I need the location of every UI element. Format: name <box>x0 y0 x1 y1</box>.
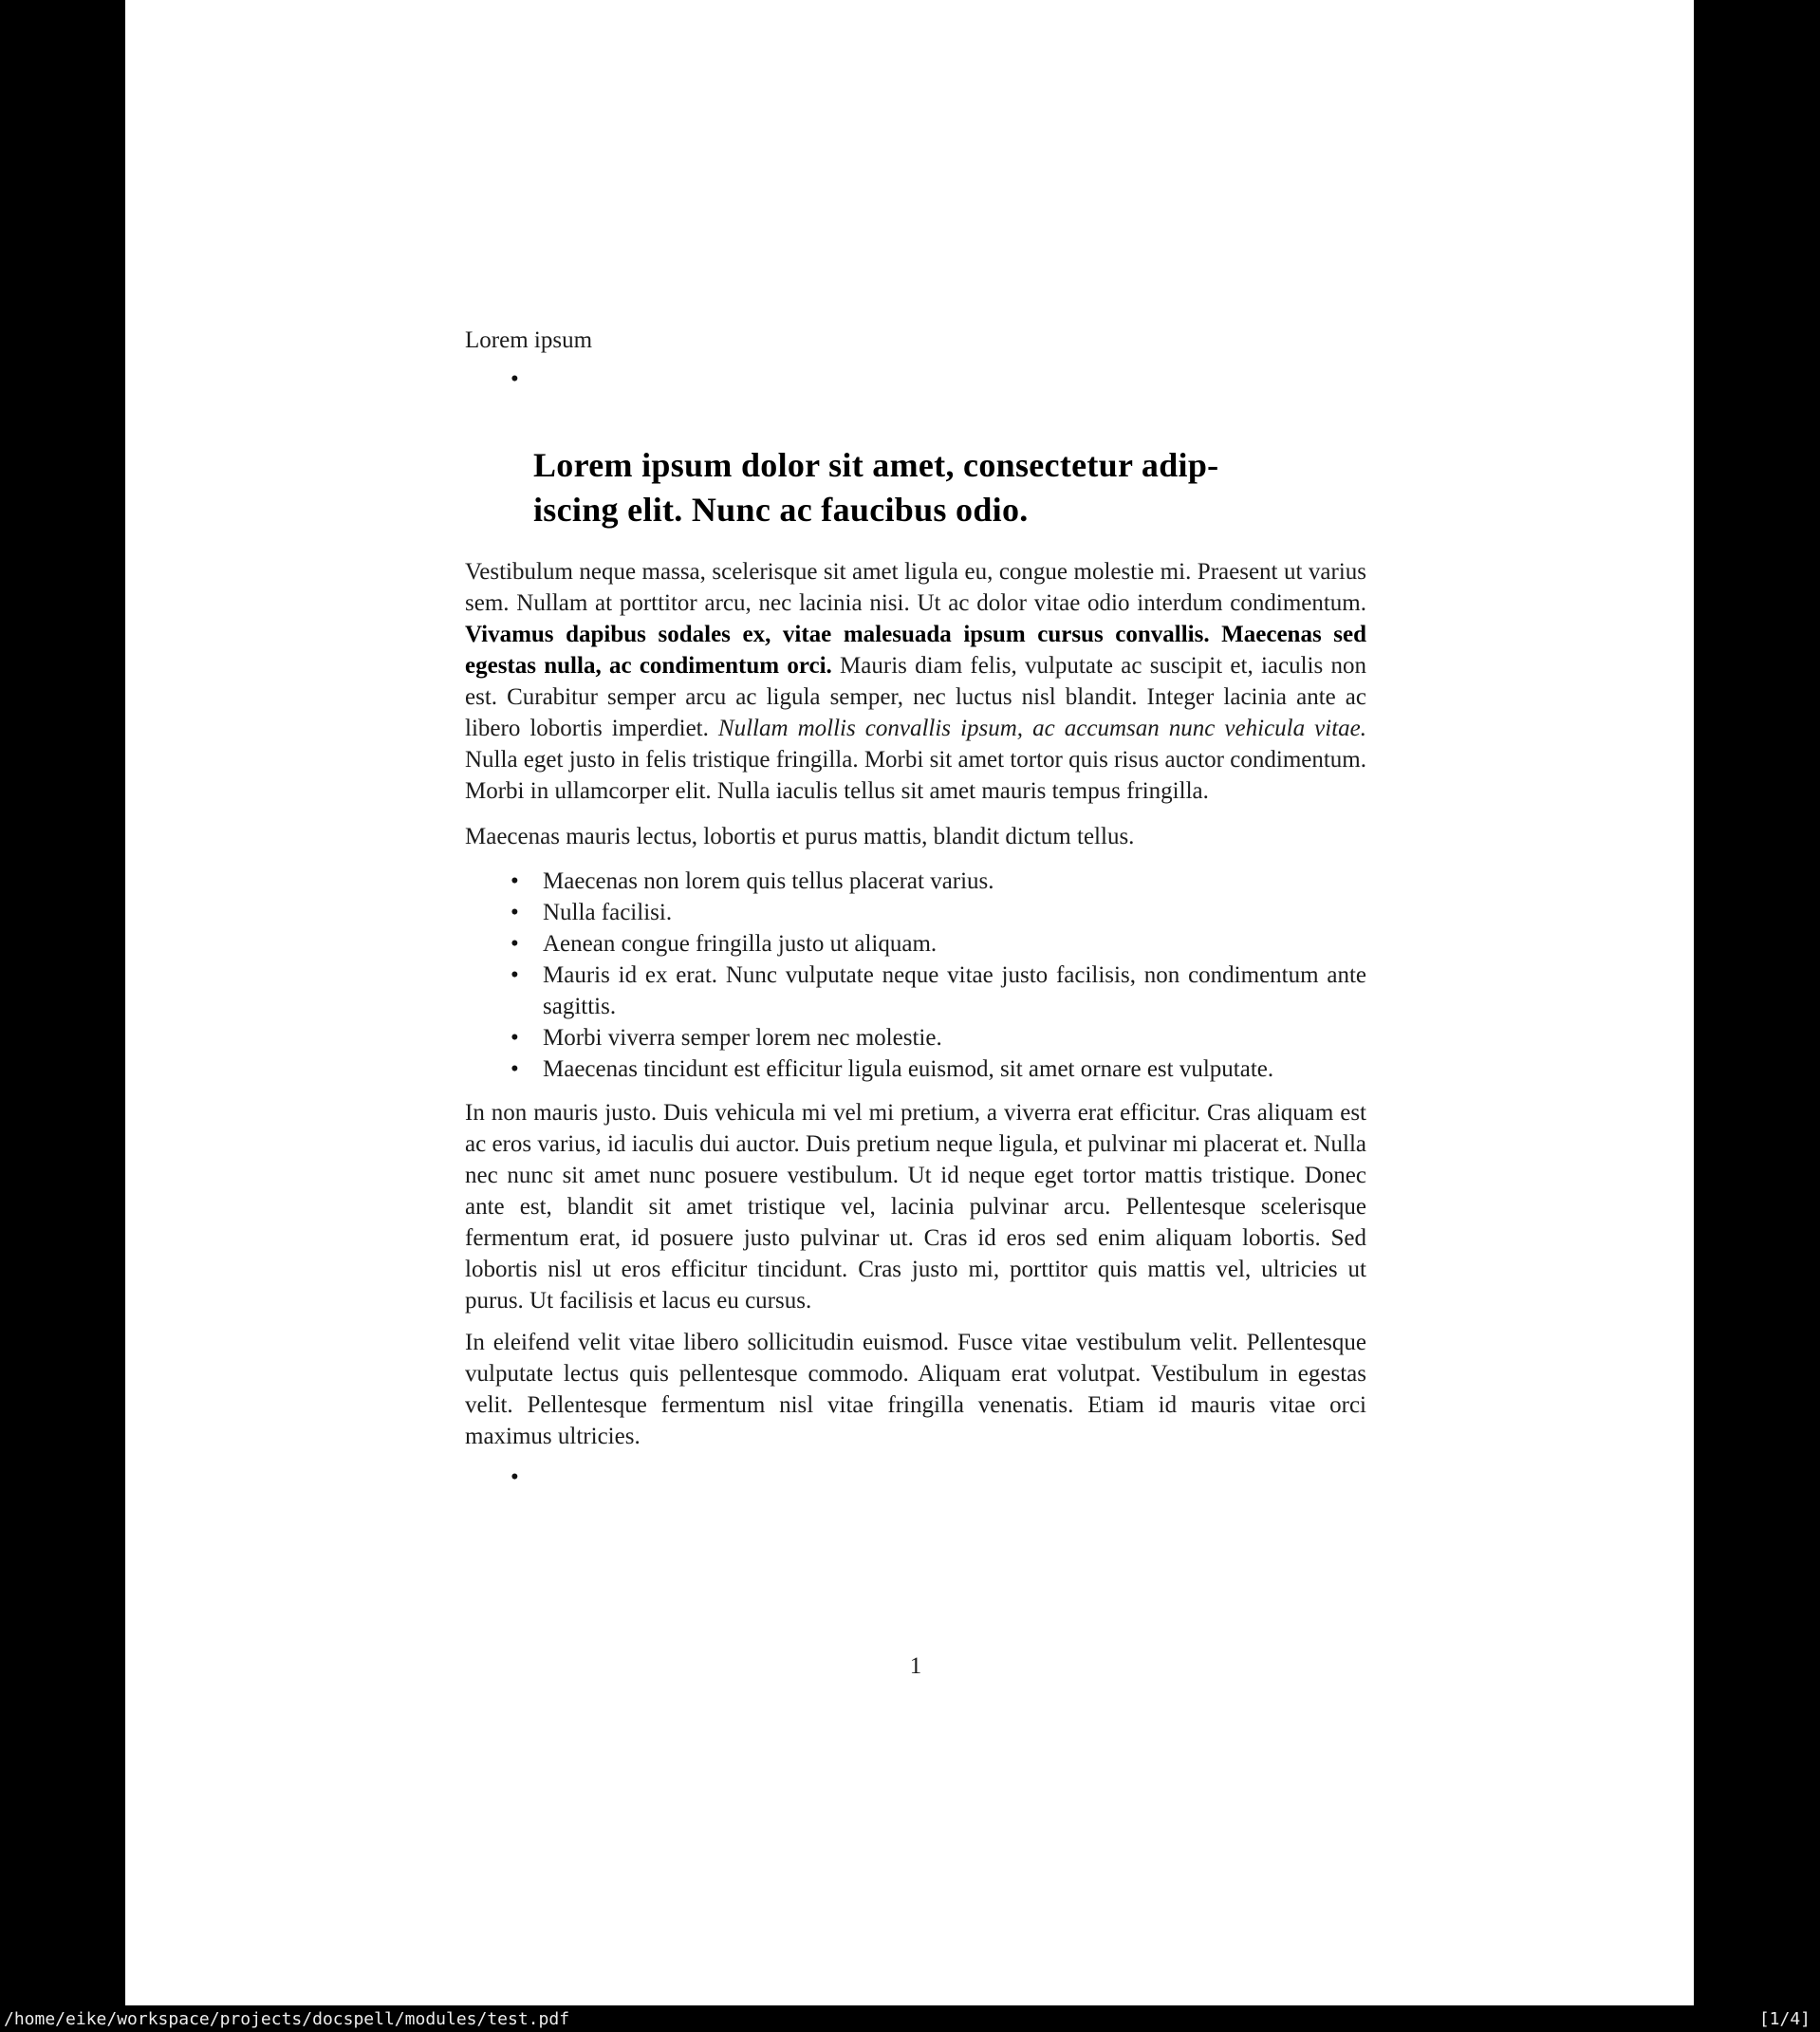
paragraph-4: In eleifend velit vitae libero sollicitudin euismod. Fusce vitae vestibulum velit. Pellentesque vulputate lectus quis pellentesque commodo. Aliquam erat volutpat. Vestibulum in egestas velit. Pellentesque fermentum nisl vitae fringilla venenatis. Etiam id mauris vitae orci maximus ultricies. <box>465 1330 1366 1449</box>
list-item-text: Maecenas non lorem quis tellus placerat varius. <box>543 868 994 894</box>
bullet-icon: • <box>511 366 519 392</box>
status-bar <box>0 2005 1820 2032</box>
bullet-icon: • <box>511 1056 519 1082</box>
list-item-text: Nulla facilisi. <box>543 900 673 925</box>
page-indicator: [1/4] <box>1758 2008 1811 2029</box>
page-number: 1 <box>909 1653 922 1679</box>
section-heading <box>533 443 1366 532</box>
list-item <box>465 928 1366 960</box>
bullet-icon: • <box>511 1464 519 1490</box>
section-heading-line-1: Lorem ipsum dolor sit amet, consectetur adip- <box>533 446 1219 484</box>
document-page[interactable] <box>125 0 1694 2005</box>
list-item-text: Aenean congue fringilla justo ut aliquam. <box>543 931 938 957</box>
list-item <box>465 866 1366 897</box>
paragraph-1-segment-italic: Nullam mollis convallis ipsum, ac accumsan nunc vehicula vitae. <box>717 716 1366 741</box>
list-item-text: Maecenas tincidunt est efficitur ligula euismod, sit amet ornare est vulputate. <box>543 1056 1274 1082</box>
list-item <box>465 960 1366 1022</box>
paragraph-1-segment-normal: Nulla eget justo in felis tristique fringilla. Morbi sit amet tortor quis risus auctor condimentum. Morbi in ullamcorper elit. Nulla iaculis tellus sit amet mauris tempus fringilla. <box>465 747 1366 804</box>
list-item <box>465 1053 1366 1085</box>
bullet-list <box>465 866 1366 1085</box>
document-content <box>465 0 1366 1682</box>
bullet-icon: • <box>511 868 519 894</box>
bullet-icon: • <box>511 1025 519 1051</box>
list-item-text: Mauris id ex erat. Nunc vulputate neque vitae justo facilisis, non condimentum ante sagittis. <box>543 962 1366 1019</box>
empty-list-item <box>465 1462 1366 1493</box>
paragraph-2: Maecenas mauris lectus, lobortis et purus mattis, blandit dictum tellus. <box>465 824 1135 849</box>
bullet-icon: • <box>511 962 519 988</box>
paragraph-1-segment-bold: Vivamus dapibus sodales ex, vitae malesuada ipsum cursus convallis. Maecenas sed egestas nulla, ac condimentum orci. <box>465 622 1366 679</box>
section-heading-line-2: iscing elit. Nunc ac faucibus odio. <box>533 491 1029 529</box>
list-item <box>465 1022 1366 1053</box>
paragraph-1-segment-normal: Vestibulum neque massa, scelerisque sit amet ligula eu, congue molestie mi. Praesent ut varius sem. Nullam at porttitor arcu, nec lacinia nisi. Ut ac dolor vitae odio interdum condimentum. <box>465 559 1366 616</box>
paragraph-1-segment-normal: Mauris diam felis, vulputate ac suscipit et, iaculis non est. Curabitur semper arcu ac ligula semper, nec luctus nisl blandit. Integer lacinia ante ac libero lobortis imperdiet. <box>465 653 1366 741</box>
empty-list-item <box>465 364 1366 395</box>
bullet-icon: • <box>511 931 519 957</box>
bullet-icon: • <box>511 900 519 925</box>
intro-paragraph: Lorem ipsum <box>465 327 593 353</box>
paragraph-3: In non mauris justo. Duis vehicula mi vel mi pretium, a viverra erat efficitur. Cras aliquam est ac eros varius, id iaculis dui auctor. Duis pretium neque ligula, et pulvinar mi placerat et. Nulla nec nunc sit amet nunc posuere vestibulum. Ut id neque eget tortor mattis tristique. Donec ante est, blandit sit amet tristique vel, lacinia pulvinar arcu. Pellentesque scelerisque fermentum erat, id posuere justo pulvinar ut. Cras id eros sed enim aliquam lobortis. Sed lobortis nisl ut eros efficitur tincidunt. Cras justo mi, porttitor quis mattis vel, ultricies ut purus. Ut facilisis et lacus eu cursus. <box>465 1100 1366 1314</box>
list-item <box>465 897 1366 928</box>
file-path: /home/eike/workspace/projects/docspell/modules/test.pdf <box>4 2008 570 2029</box>
paragraph-1 <box>465 556 1366 807</box>
list-item-text: Morbi viverra semper lorem nec molestie. <box>543 1025 942 1051</box>
